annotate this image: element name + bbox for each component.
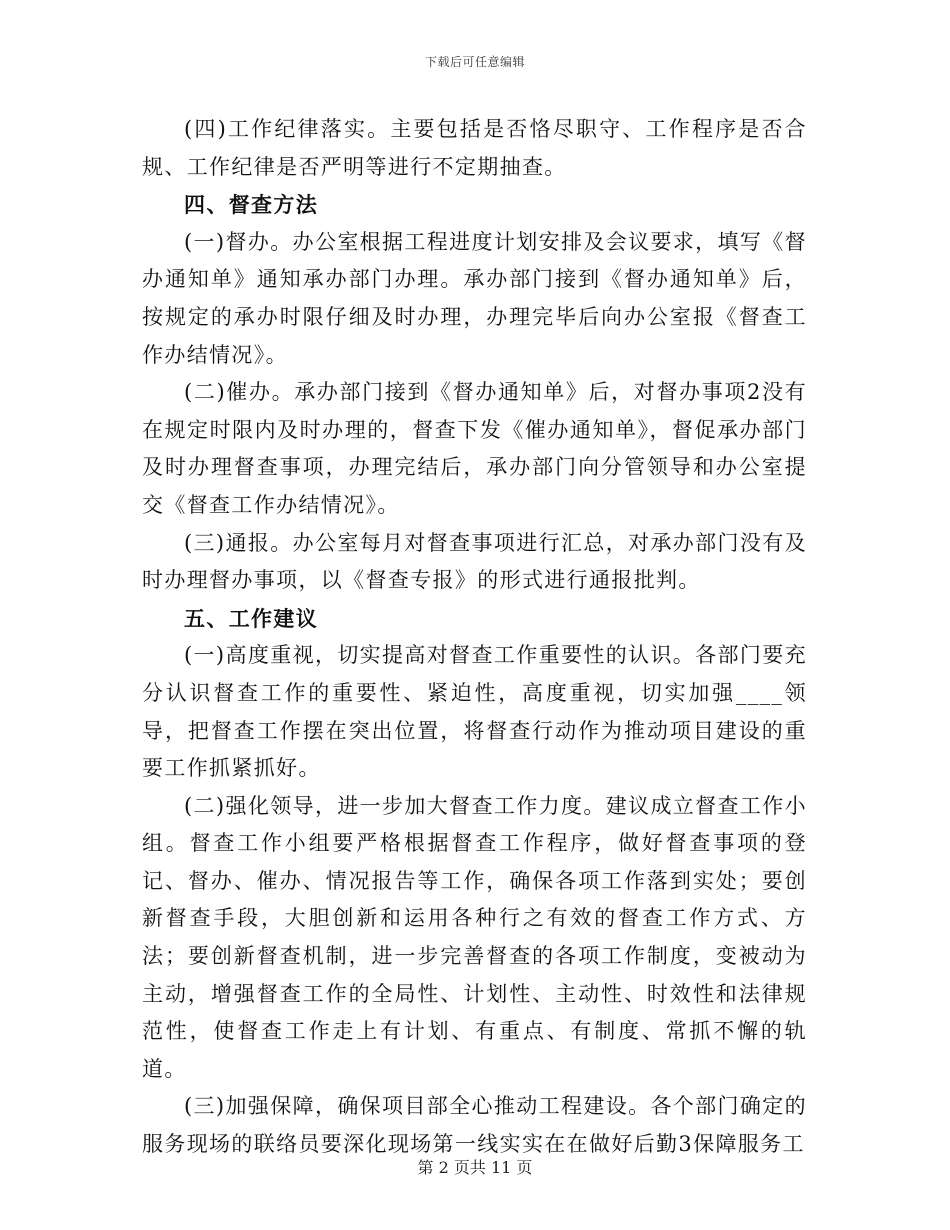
paragraph-supervise: (一)督办。办公室根据工程进度计划安排及会议要求，填写《督办通知单》通知承办部门办理。承办部门接到《督办通知单》后，按规定的承办时限仔细及时办理，办理完毕后向办公室报《督查工作办结情况》。	[142, 229, 807, 367]
page-number: 第 2 页共 11 页	[417, 1158, 533, 1177]
paragraph-urge: (二)催办。承办部门接到《督办通知单》后，对督办事项2没有在规定时限内及时办理的，督查下发《催办通知单》，督促承办部门及时办理督查事项，办理完结后，承办部门向分管领导和办公室提交《督查工作办结情况》。	[142, 380, 807, 517]
section-heading-work-suggestions: 五、工作建议	[184, 605, 319, 631]
document-body	[142, 111, 807, 1164]
paragraph-strengthen-leadership: (二)强化领导，进一步加大督查工作力度。建议成立督查工作小组。督查工作小组要严格根据督查工作程序，做好督查事项的登记、督办、催办、情况报告等工作，确保各项工作落到实处；要创新督查手段，大胆创新和运用各种行之有效的督查工作方式、方法；要创新督查机制，进一步完善督查的各项工作制度，变被动为主动，增强督查工作的全局性、计划性、主动性、时效性和法律规范性，使督查工作走上有计划、有重点、有制度、常抓不懈的轨道。	[142, 793, 807, 1081]
paragraph-strengthen-support: (三)加强保障，确保项目部全心推动工程建设。各个部门确定的服务现场的联络员要深化现场第一线实实在在做好后勤3保障服务工	[142, 1094, 807, 1157]
page-header: 下载后可任意编辑	[424, 55, 525, 69]
paragraph-notify: (三)通报。办公室每月对督查事项进行汇总，对承办部门没有及时办理督办事项，以《督查专报》的形式进行通报批判。	[142, 530, 807, 593]
paragraph-attach-importance: (一)高度重视，切实提高对督查工作重要性的认识。各部门要充分认识督查工作的重要性、紧迫性，高度重视，切实加强____领导，把督查工作摆在突出位置，将督查行动作为推动项目建设的重要工作抓紧抓好。	[142, 643, 807, 781]
section-heading-supervision-methods: 四、督查方法	[184, 192, 319, 218]
paragraph-work-discipline: (四)工作纪律落实。主要包括是否恪尽职守、工作程序是否合规、工作纪律是否严明等进行不定期抽查。	[142, 117, 807, 179]
